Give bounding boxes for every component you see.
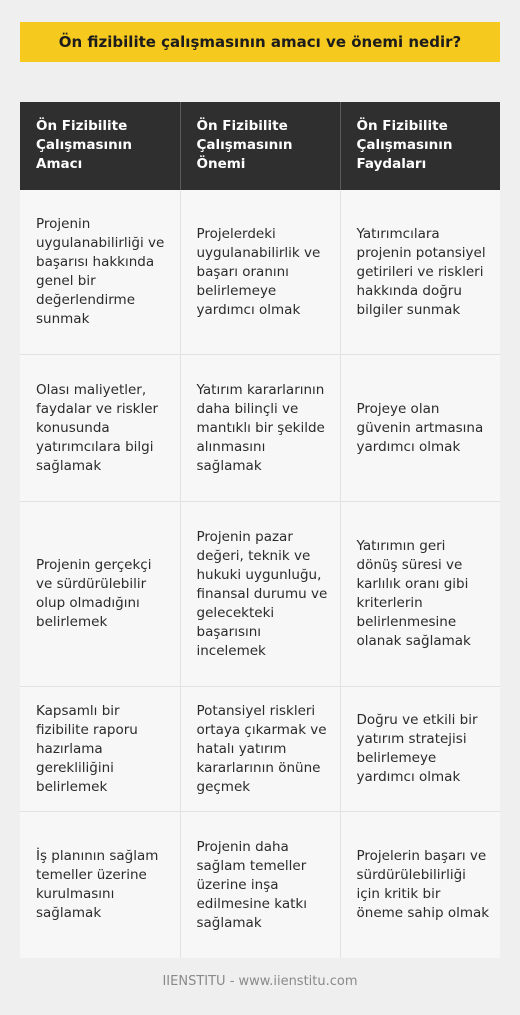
table-cell: Projeye olan güvenin artmasına yardımcı olmak	[340, 355, 500, 502]
table-cell: Projenin uygulanabilirliği ve başarısı hakkında genel bir değerlendirme sunmak	[20, 190, 180, 355]
table-row	[20, 190, 500, 355]
table-cell: Yatırımcılara projenin potansiyel getirileri ve riskleri hakkında doğru bilgiler sunmak	[340, 190, 500, 355]
table-cell: Kapsamlı bir fizibilite raporu hazırlama gerekliliğini belirlemek	[20, 687, 180, 812]
page-title: Ön fizibilite çalışmasının amacı ve önemi nedir?	[58, 33, 462, 51]
table-cell: Projenin daha sağlam temeller üzerine inşa edilmesine katkı sağlamak	[180, 812, 340, 959]
table-row	[20, 355, 500, 502]
footer-credit: IIENSTITU - www.iienstitu.com	[162, 974, 358, 989]
table-cell: Yatırımın geri dönüş süresi ve karlılık oranı gibi kriterlerin belirlenmesine olanak sağlamak	[340, 502, 500, 687]
table-cell: Yatırım kararlarının daha bilinçli ve mantıklı bir şekilde alınmasını sağlamak	[180, 355, 340, 502]
table-row	[20, 687, 500, 812]
info-table	[20, 102, 500, 958]
table-cell: Projenin gerçekçi ve sürdürülebilir olup olmadığını belirlemek	[20, 502, 180, 687]
table-cell: İş planının sağlam temeller üzerine kurulmasını sağlamak	[20, 812, 180, 959]
table-cell: Projelerdeki uygulanabilirlik ve başarı oranını belirlemeye yardımcı olmak	[180, 190, 340, 355]
table-row	[20, 502, 500, 687]
column-header-benefits: Ön Fizibilite Çalışmasının Faydaları	[340, 102, 500, 190]
table-cell: Olası maliyetler, faydalar ve riskler konusunda yatırımcılara bilgi sağlamak	[20, 355, 180, 502]
table-cell: Projelerin başarı ve sürdürülebilirliği için kritik bir öneme sahip olmak	[340, 812, 500, 959]
table-cell: Projenin pazar değeri, teknik ve hukuki uygunluğu, finansal durumu ve gelecekteki başarısını incelemek	[180, 502, 340, 687]
column-header-purpose: Ön Fizibilite Çalışmasının Amacı	[20, 102, 180, 190]
table-row	[20, 812, 500, 959]
table-cell: Potansiyel riskleri ortaya çıkarmak ve hatalı yatırım kararlarının önüne geçmek	[180, 687, 340, 812]
column-header-importance: Ön Fizibilite Çalışmasının Önemi	[180, 102, 340, 190]
table-header-row	[20, 102, 500, 190]
table-cell: Doğru ve etkili bir yatırım stratejisi belirlemeye yardımcı olmak	[340, 687, 500, 812]
title-banner	[20, 22, 500, 62]
